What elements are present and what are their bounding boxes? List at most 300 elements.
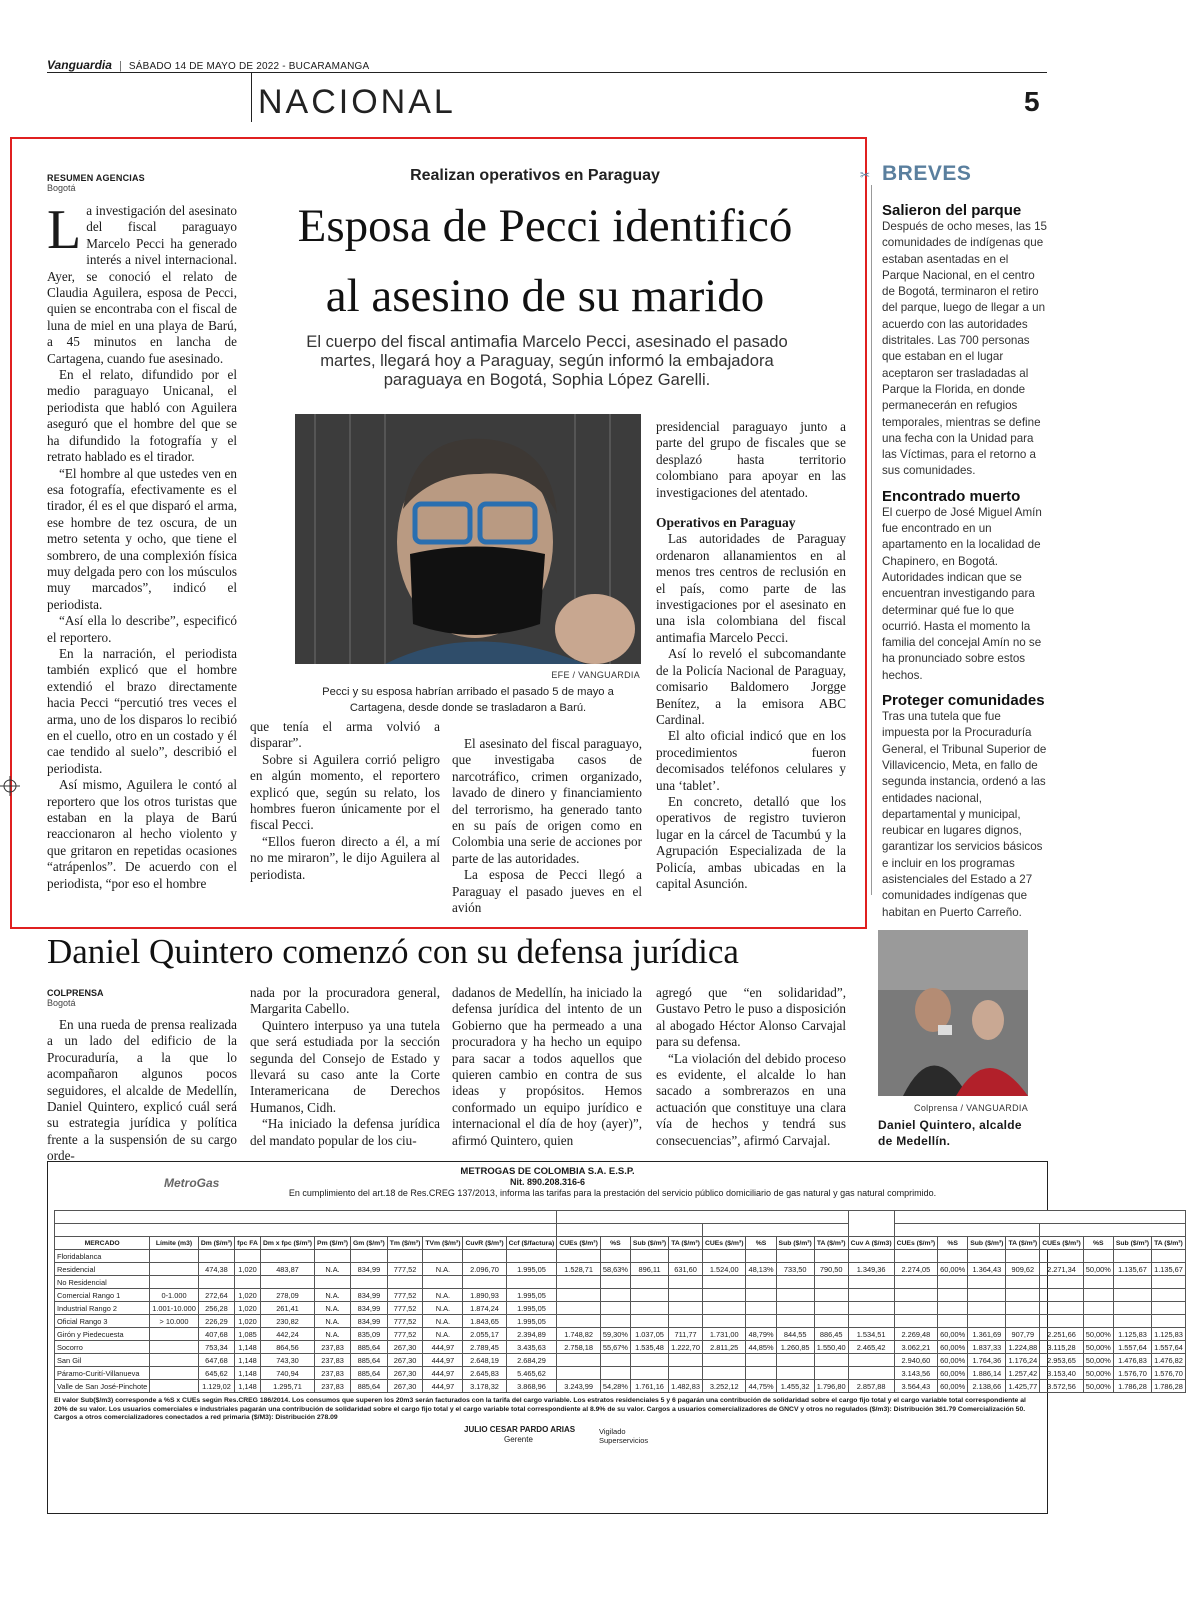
table-cell: 1,148 — [235, 1367, 261, 1380]
table-row — [55, 1367, 1186, 1380]
table-cell: 407,68 — [198, 1328, 234, 1341]
table-cell — [198, 1250, 234, 1263]
table-cell: 54,28% — [600, 1380, 630, 1393]
table-cell — [351, 1276, 388, 1289]
table-cell — [938, 1289, 968, 1302]
table-cell — [814, 1315, 848, 1328]
table-cell: 777,52 — [387, 1263, 423, 1276]
table-cell: 1.786,28 — [1113, 1380, 1151, 1393]
table-cell — [463, 1276, 506, 1289]
table-cell: 2.055,17 — [463, 1328, 506, 1341]
byline-location: Bogotá — [47, 183, 76, 193]
photo-illustration — [295, 414, 641, 664]
table-cell: Comercial Rango 1 — [55, 1289, 150, 1302]
table-cell: 1.796,80 — [814, 1380, 848, 1393]
table-cell — [814, 1302, 848, 1315]
paragraph: “El hombre al que ustedes ven en esa fotografía, efectivamente es el tirador, él es el que disparó el arma, ese hombre de tez oscura, de un metro setenta y ocho, que tiene el sombrero, de una complexión física muy delgada pero con los músculos muy marcados”, indicó el periodista. — [47, 465, 237, 612]
table-cell — [746, 1250, 776, 1263]
table-cell — [600, 1315, 630, 1328]
table-cell: 1.890,93 — [463, 1289, 506, 1302]
table-cell: 777,52 — [387, 1289, 423, 1302]
table-cell — [1152, 1250, 1186, 1263]
table-cell: Industrial Rango 2 — [55, 1302, 150, 1315]
table-cell — [848, 1289, 894, 1302]
table-cell — [776, 1250, 814, 1263]
table-row — [55, 1276, 1186, 1289]
table-cell — [669, 1276, 703, 1289]
table-cell: 740,94 — [260, 1367, 314, 1380]
table-cell — [1083, 1289, 1113, 1302]
table-cell: N.A. — [423, 1289, 463, 1302]
table-cell — [1113, 1315, 1151, 1328]
table-cell: 0-1.000 — [150, 1289, 199, 1302]
estrato-1-label: ESTRATO 1 — [557, 1224, 703, 1237]
table-cell: 2.857,88 — [848, 1380, 894, 1393]
table-cell: 2.251,66 — [1040, 1328, 1084, 1341]
byline: RESUMEN AGENCIAS — [47, 173, 145, 183]
column-header: Sub ($/m³) — [630, 1237, 668, 1250]
table-cell — [669, 1289, 703, 1302]
masthead-line: Vanguardia | SÁBADO 14 DE MAYO DE 2022 - BUCARAMANGA — [47, 58, 370, 72]
table-cell: 1.125,83 — [1113, 1328, 1151, 1341]
paragraph: Así lo reveló el subcomandante de la Policía Nacional de Paraguay, comisario Baldomero Jorgge Benítez, a la emisora ABC Cardinal. — [656, 646, 846, 727]
paragraph: “La violación del debido proceso es evidente, el alcalde lo han sacado a sombrerazos en una actuación que constituye una clara vía de hechos y tendrá sus consecuencias”, afirmó Carvajal. — [656, 1050, 846, 1148]
table-cell: 483,87 — [260, 1263, 314, 1276]
column-header: Tm ($/m³) — [387, 1237, 423, 1250]
table-cell — [506, 1250, 557, 1263]
table-cell — [557, 1289, 601, 1302]
table-cell — [702, 1276, 746, 1289]
table-cell — [150, 1367, 199, 1380]
table-cell: 645,62 — [198, 1367, 234, 1380]
table-cell — [702, 1302, 746, 1315]
breve-title: Salieron del parque — [882, 202, 1022, 219]
table-cell: Oficial Rango 3 — [55, 1315, 150, 1328]
table-cell: 743,30 — [260, 1354, 314, 1367]
table-cell — [894, 1276, 938, 1289]
section-title: NACIONAL — [258, 83, 456, 121]
table-cell: 1.557,64 — [1113, 1341, 1151, 1354]
table-cell: 3.178,32 — [463, 1380, 506, 1393]
table-cell: 1.129,02 — [198, 1380, 234, 1393]
table-cell: 442,24 — [260, 1328, 314, 1341]
signer-name: JULIO CESAR PARDO ARIAS — [464, 1424, 576, 1434]
table-row — [55, 1302, 1186, 1315]
table-cell: 1,085 — [235, 1328, 261, 1341]
table-cell: Floridablanca — [55, 1250, 150, 1263]
table-cell: 1.995,05 — [506, 1289, 557, 1302]
table-cell: 1,148 — [235, 1354, 261, 1367]
table-cell: 1.476,83 — [1113, 1354, 1151, 1367]
table-cell — [746, 1276, 776, 1289]
table-cell: 267,30 — [387, 1380, 423, 1393]
table-cell — [1152, 1302, 1186, 1315]
table-cell — [848, 1250, 894, 1263]
table-cell — [1040, 1315, 1084, 1328]
table-cell — [1083, 1315, 1113, 1328]
table-cell: 1,148 — [235, 1380, 261, 1393]
estrato-1-label: ESTRATO 1 — [894, 1224, 1040, 1237]
table-cell: Páramo-Curití-Villanueva — [55, 1367, 150, 1380]
table-cell: 60,00% — [938, 1328, 968, 1341]
table-cell: 59,30% — [600, 1328, 630, 1341]
table-cell: 44,75% — [746, 1380, 776, 1393]
column-header: Sub ($/m³) — [968, 1237, 1006, 1250]
table-row — [55, 1250, 1186, 1263]
table-cell: 2.758,18 — [557, 1341, 601, 1354]
table-row — [55, 1263, 1186, 1276]
table-cell — [1113, 1302, 1151, 1315]
table-cell: 48,79% — [746, 1328, 776, 1341]
table-cell: 444,97 — [423, 1341, 463, 1354]
table-cell — [235, 1276, 261, 1289]
scissors-icon: ✂ — [860, 168, 871, 182]
table-cell: 1.222,70 — [669, 1341, 703, 1354]
table-cell — [630, 1276, 668, 1289]
table-cell: 237,83 — [315, 1354, 351, 1367]
table-cell — [1006, 1302, 1040, 1315]
table-cell: 1.260,85 — [776, 1341, 814, 1354]
table-cell — [387, 1276, 423, 1289]
table-cell — [600, 1354, 630, 1367]
table-cell: 230,82 — [260, 1315, 314, 1328]
table-cell: 3.868,96 — [506, 1380, 557, 1393]
table-cell — [848, 1302, 894, 1315]
breve-title: Encontrado muerto — [882, 487, 1021, 505]
article-column-2 — [250, 719, 440, 883]
table-cell — [1083, 1250, 1113, 1263]
table-cell — [968, 1276, 1006, 1289]
table-cell: 1.425,77 — [1006, 1380, 1040, 1393]
paragraph: En una rueda de prensa realizada a un lado del edificio de la Procuraduría, a la que lo acompañaron algunos pocos seguidores, el alcalde de Medellín, Daniel Quintero, explicó cuál será su estrategia jurídica y política frente a la suspensión de su cargo orde- — [47, 1017, 237, 1164]
table-cell: 3.252,12 — [702, 1380, 746, 1393]
table-cell — [746, 1302, 776, 1315]
table-cell: 2.096,70 — [463, 1263, 506, 1276]
photo-credit: EFE / VANGUARDIA — [551, 670, 640, 680]
ad-company: METROGAS DE COLOMBIA S.A. E.S.P. — [460, 1166, 635, 1177]
table-cell — [776, 1289, 814, 1302]
table-cell: 1.786,28 — [1152, 1380, 1186, 1393]
table-cell: 647,68 — [198, 1354, 234, 1367]
table-cell — [894, 1315, 938, 1328]
table-cell: 834,99 — [351, 1302, 388, 1315]
table-cell: 2.394,89 — [506, 1328, 557, 1341]
table-cell — [669, 1250, 703, 1263]
table-cell — [198, 1276, 234, 1289]
paragraph: El alto oficial indicó que en los procedimientos fueron decomisados teléfonos celulares y una ‘tablet’. — [656, 728, 846, 793]
table-cell: 55,67% — [600, 1341, 630, 1354]
ad-nit: Nit. 890.208.316-6 — [509, 1177, 586, 1187]
table-cell: Socorro — [55, 1341, 150, 1354]
table-cell — [776, 1302, 814, 1315]
paragraph: a investigación del asesinato del fiscal paraguayo Marcelo Pecci ha generado interés a nivel internacional. Ayer, se conoció el relato de Claudia Aguilera, esposa de Pecci, quien se encontraba con el fiscal de luna de miel en una playa de Barú, a 45 minutos en lancha de Cartagena, cuando fue asesinado. — [47, 203, 237, 366]
table-cell — [600, 1276, 630, 1289]
table-cell — [814, 1289, 848, 1302]
column-header: %S — [1083, 1237, 1113, 1250]
table-cell: 909,62 — [1006, 1263, 1040, 1276]
table-cell: 1.576,70 — [1113, 1367, 1151, 1380]
table-cell — [848, 1367, 894, 1380]
table-cell: 2.684,29 — [506, 1354, 557, 1367]
table-cell: 1.135,67 — [1152, 1263, 1186, 1276]
table-cell: 50,00% — [1083, 1380, 1113, 1393]
breve-item — [882, 488, 1048, 684]
column-header: TA ($/m³) — [814, 1237, 848, 1250]
table-cell: 1.528,71 — [557, 1263, 601, 1276]
table-cell — [848, 1276, 894, 1289]
table-cell: 1.476,82 — [1152, 1354, 1186, 1367]
table-cell — [1040, 1289, 1084, 1302]
table-cell: 1.361,69 — [968, 1328, 1006, 1341]
table-cell: 1.764,36 — [968, 1354, 1006, 1367]
table-cell — [814, 1367, 848, 1380]
table-cell — [968, 1250, 1006, 1263]
column-header: CUEs ($/m³) — [702, 1237, 746, 1250]
table-cell: 3.564,43 — [894, 1380, 938, 1393]
paragraph: En el relato, difundido por el medio paraguayo Unicanal, el periodista que habló con Aguilera aseguró que el hombre del que se ha difundido la fotografía y el retrato hablado es el tirador. — [47, 367, 237, 465]
table-cell: N.A. — [315, 1289, 351, 1302]
table-cell — [150, 1341, 199, 1354]
table-cell: 1.535,48 — [630, 1341, 668, 1354]
table-cell: 444,97 — [423, 1354, 463, 1367]
table-cell: 60,00% — [938, 1263, 968, 1276]
table-cell: N.A. — [423, 1263, 463, 1276]
table-cell: 278,09 — [260, 1289, 314, 1302]
table-cell: 1.524,00 — [702, 1263, 746, 1276]
table-cell: 1.837,33 — [968, 1341, 1006, 1354]
table-cell: 907,79 — [1006, 1328, 1040, 1341]
table-row — [55, 1341, 1186, 1354]
table-cell: 2.269,48 — [894, 1328, 938, 1341]
dateline: SÁBADO 14 DE MAYO DE 2022 - BUCARAMANGA — [128, 61, 370, 72]
table-cell — [630, 1289, 668, 1302]
table-cell: 3.153,40 — [1040, 1367, 1084, 1380]
table-cell: 3.115,28 — [1040, 1341, 1084, 1354]
table-cell — [938, 1302, 968, 1315]
vigilado-label: Vigilado Superservicios — [599, 1426, 649, 1445]
table-cell: 1.125,83 — [1152, 1328, 1186, 1341]
table-cell — [814, 1250, 848, 1263]
article-column-3 — [452, 736, 642, 916]
table-cell — [557, 1315, 601, 1328]
quintero-photo — [878, 930, 1028, 1096]
table-cell: 1.731,00 — [702, 1328, 746, 1341]
table-row — [55, 1380, 1186, 1393]
section-rule — [251, 72, 252, 122]
table-cell: 226,29 — [198, 1315, 234, 1328]
table-cell — [463, 1250, 506, 1263]
table-cell — [315, 1250, 351, 1263]
table-cell: 834,99 — [351, 1315, 388, 1328]
table-cell: 60,00% — [938, 1380, 968, 1393]
table-cell: 50,00% — [1083, 1263, 1113, 1276]
table-cell: 1.455,32 — [776, 1380, 814, 1393]
deck: El cuerpo del fiscal antimafia Marcelo Pecci, asesinado el pasado martes, llegará hoy a Paraguay, según informó la embajadora paraguaya en Bogotá, Sophia López Garelli. — [306, 332, 788, 389]
table-cell — [1006, 1289, 1040, 1302]
table-cell: 2.465,42 — [848, 1341, 894, 1354]
breve-body: El cuerpo de José Miguel Amín fue encontrado en un apartamento en la localidad de Chapinero, en Bogotá. Autoridades indican que se encuentran investigando para determinar qué fue lo que ocurrió. Hasta el momento la familia del concejal Amín no se ha pronunciado sobre estos hechos. — [882, 505, 1042, 682]
breves-list — [882, 194, 1048, 921]
table-cell: 835,09 — [351, 1328, 388, 1341]
table-cell: 1.295,71 — [260, 1380, 314, 1393]
table-cell: 3.435,63 — [506, 1341, 557, 1354]
table-cell: 1,020 — [235, 1315, 261, 1328]
table-cell: 50,00% — [1083, 1367, 1113, 1380]
table-cell — [150, 1354, 199, 1367]
table-cell — [600, 1367, 630, 1380]
table-cell — [557, 1276, 601, 1289]
table-cell — [669, 1302, 703, 1315]
paragraph: En concreto, detalló que los operativos de registro tuvieron lugar en la cárcel de Tacumbú y la Agrupación Especializada de la Policía, ambas ubicadas en la capital Asunción. — [656, 793, 846, 891]
estrato-2-label: ESTRATO 2 — [1040, 1224, 1186, 1237]
table-cell — [776, 1315, 814, 1328]
table-cell — [776, 1354, 814, 1367]
table-cell — [1152, 1289, 1186, 1302]
table-cell: 834,99 — [351, 1263, 388, 1276]
table-title: COMPONENTES TARIFARIOS DEL SERVICIO DE GAS NATURAL PARA EL MES DE MAYO DE 2022: — [55, 1211, 557, 1224]
article2-column-2 — [250, 985, 440, 1149]
breves-title: BREVES — [882, 162, 972, 185]
table-cell — [894, 1250, 938, 1263]
table-cell — [938, 1250, 968, 1263]
table-cell — [351, 1250, 388, 1263]
breve-item — [882, 692, 1048, 921]
table-row — [55, 1289, 1186, 1302]
table-cell: 261,41 — [260, 1302, 314, 1315]
column-header: fpc FA — [235, 1237, 261, 1250]
table-cell: 1.135,67 — [1113, 1263, 1151, 1276]
article-column-1 — [47, 199, 237, 892]
table-cell: 1.349,36 — [848, 1263, 894, 1276]
table-cell: 50,00% — [1083, 1341, 1113, 1354]
table-cell — [746, 1289, 776, 1302]
table-cell — [776, 1367, 814, 1380]
paper-name: Vanguardia — [47, 58, 112, 72]
table-cell — [776, 1276, 814, 1289]
table-cell: N.A. — [315, 1315, 351, 1328]
table-cell: 1,020 — [235, 1263, 261, 1276]
table-cell: 777,52 — [387, 1315, 423, 1328]
table-cell: 1,020 — [235, 1302, 261, 1315]
photo-credit: Colprensa / VANGUARDIA — [914, 1103, 1028, 1113]
breve-body: Después de ocho meses, las 15 comunidades de indígenas que estaban asentadas en el Parque Nacional, en el centro de Bogotá, terminaron el retiro del parque, luego de llegar a un acuerdo con las autoridades distritales. Las 700 personas que estaban en el lugar aceptaron ser trasladadas al Parque la Florida, en donde permanecerán en refugios temporales, mientras se define una fecha con la Unidad para las Víctimas, para el retorno a sus comunidades. — [882, 220, 1047, 478]
column-header: %S — [938, 1237, 968, 1250]
table-cell — [746, 1315, 776, 1328]
table-cell — [938, 1315, 968, 1328]
table-cell — [630, 1367, 668, 1380]
table-cell: 58,63% — [600, 1263, 630, 1276]
table-cell: 777,52 — [387, 1302, 423, 1315]
table-cell: 3.143,56 — [894, 1367, 938, 1380]
table-cell: 1.995,05 — [506, 1263, 557, 1276]
table-cell — [848, 1315, 894, 1328]
signer-title: Gerente — [504, 1434, 533, 1444]
headline-quintero: Daniel Quintero comenzó con su defensa jurídica — [47, 932, 739, 971]
column-header: TA ($/m³) — [669, 1237, 703, 1250]
table-cell: 1.557,64 — [1152, 1341, 1186, 1354]
table-cell: 1.995,05 — [506, 1302, 557, 1315]
table-cell: 2.274,05 — [894, 1263, 938, 1276]
table-cell — [702, 1289, 746, 1302]
table-cell: 631,60 — [669, 1263, 703, 1276]
article2-column-4 — [656, 985, 846, 1149]
table-cell: 1.534,51 — [848, 1328, 894, 1341]
table-cell: Valle de San José-Pinchote — [55, 1380, 150, 1393]
table-cell — [557, 1367, 601, 1380]
column-header: Límite (m3) — [150, 1237, 199, 1250]
table-cell: 2.271,34 — [1040, 1263, 1084, 1276]
table-cell — [1006, 1250, 1040, 1263]
table-cell — [235, 1250, 261, 1263]
table-cell: N.A. — [315, 1263, 351, 1276]
breve-body: Tras una tutela que fue impuesta por la Procuraduría General, el Tribunal Superior de Villavicencio, Meta, en fallo de segunda instancia, ordenó a las entidades nacional, departamental y municipal, reubicar en lugares dignos, garantizar los servicios básicos e incluir en los programas asistenciales del Estado a 27 comunidades indígenas que habitan en Puerto Carreño. — [882, 710, 1047, 919]
table-cell — [702, 1315, 746, 1328]
table-cell: 2.789,45 — [463, 1341, 506, 1354]
kicker: Realizan operativos en Paraguay — [410, 167, 660, 184]
page-number: 5 — [1024, 86, 1040, 117]
metrogas-ad — [47, 1161, 1183, 1514]
table-row — [55, 1315, 1186, 1328]
column-header: Dm ($/m³) — [198, 1237, 234, 1250]
table-cell: 237,83 — [315, 1341, 351, 1354]
table-cell — [938, 1276, 968, 1289]
table-cell — [669, 1367, 703, 1380]
table-cell — [848, 1354, 894, 1367]
table-cell: 885,64 — [351, 1354, 388, 1367]
table-cell — [894, 1302, 938, 1315]
table-cell: Residencial — [55, 1263, 150, 1276]
table-cell: 60,00% — [938, 1341, 968, 1354]
table-cell: 1.748,82 — [557, 1328, 601, 1341]
table-cell — [150, 1276, 199, 1289]
table-cell: 777,52 — [387, 1328, 423, 1341]
table-cell — [814, 1276, 848, 1289]
table-cell: 711,77 — [669, 1328, 703, 1341]
column-header: TA ($/m³) — [1006, 1237, 1040, 1250]
table-cell: 790,50 — [814, 1263, 848, 1276]
table-cell: 1.037,05 — [630, 1328, 668, 1341]
table-cell — [1040, 1276, 1084, 1289]
table-cell: 1,020 — [235, 1289, 261, 1302]
table-cell: > 10.000 — [150, 1315, 199, 1328]
table-cell — [260, 1250, 314, 1263]
column-header: CUEs ($/m³) — [557, 1237, 601, 1250]
masthead-rule — [47, 72, 1047, 73]
table-cell — [506, 1276, 557, 1289]
tariff-table — [54, 1210, 1186, 1393]
table-cell: 2.953,65 — [1040, 1354, 1084, 1367]
column-header: %S — [600, 1237, 630, 1250]
table-cell: N.A. — [315, 1302, 351, 1315]
table-cell — [702, 1354, 746, 1367]
paragraph: La esposa de Pecci llegó a Paraguay el pasado jueves en el avión — [452, 867, 642, 916]
paragraph: En la narración, el periodista también explicó que el hombre extendió el brazo directamente hacia Pecci “percutió tres veces el arma, uno de los disparos lo recibió en el cuello, otro en un costado y él cae tendido al suelo”, describió el periodista. — [47, 645, 237, 776]
table-cell: 1.176,24 — [1006, 1354, 1040, 1367]
column-header: CUEs ($/m³) — [894, 1237, 938, 1250]
table-cell: 1,148 — [235, 1341, 261, 1354]
table-cell — [702, 1250, 746, 1263]
column-header: Sub ($/m³) — [1113, 1237, 1151, 1250]
paragraph: agregó que “en solidaridad”, Gustavo Petro le puso a disposición al abogado Héctor Alonso Carvajal para su defensa. — [656, 985, 846, 1050]
table-cell: 1.995,05 — [506, 1315, 557, 1328]
table-cell — [1113, 1250, 1151, 1263]
table-cell — [600, 1289, 630, 1302]
table-cell — [600, 1302, 630, 1315]
table-cell: 1.843,65 — [463, 1315, 506, 1328]
breves-divider — [871, 185, 872, 895]
table-cell: 753,34 — [198, 1341, 234, 1354]
table-body — [55, 1250, 1186, 1393]
